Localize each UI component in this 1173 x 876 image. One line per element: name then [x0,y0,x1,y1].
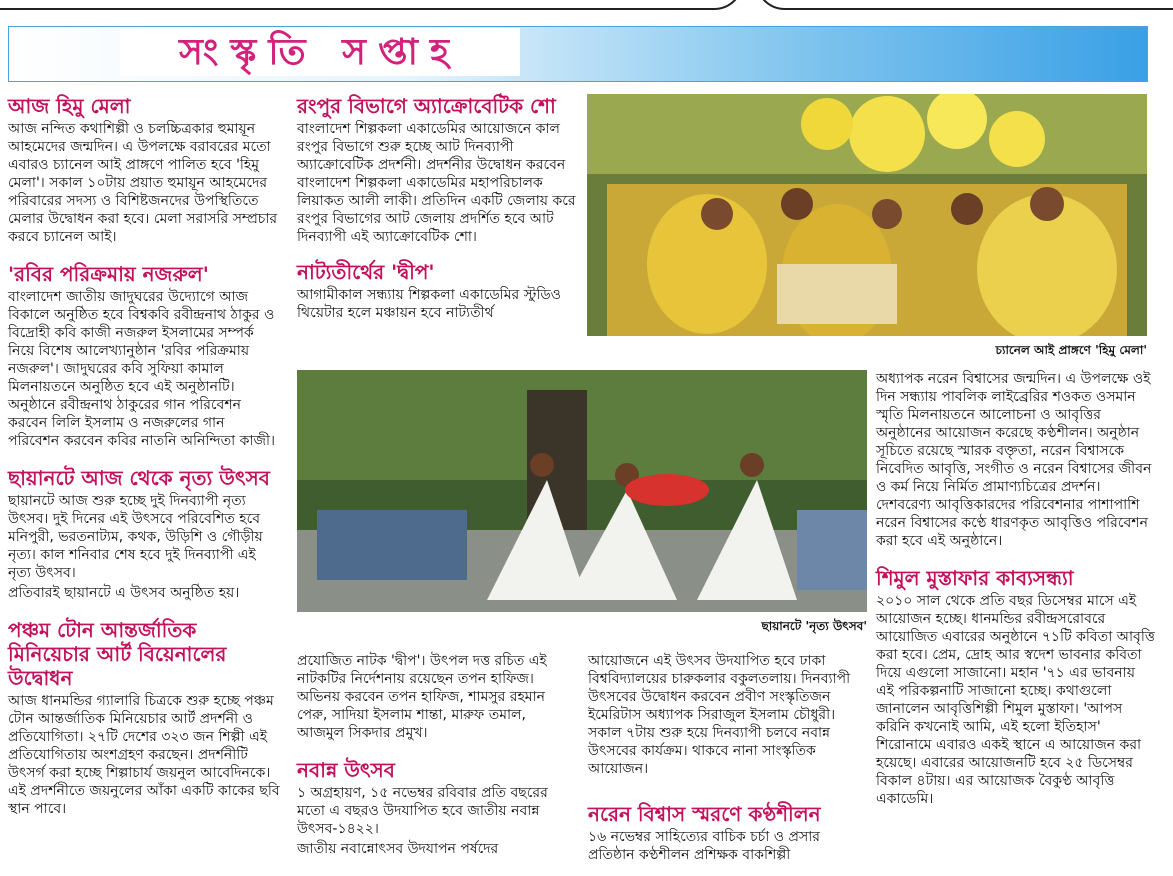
column-1 [8,94,280,820]
body-nritya-utsab-2: প্রতিবারই ছায়ানটে এ উৎসব অনুষ্ঠিত হয়। [8,585,240,601]
body-nobanno-continued: আয়োজনে এই উৎসব উদযাপিত হবে ঢাকা বিশ্ববিদ্যালয়ের চারুকলার বকুলতলায়। দিনব্যাপী উৎসবের উদ্বোধন করবেন প্রবীণ সংস্কৃতিজন ইমেরিটাস অধ্যাপক সিরাজুল ইসলাম চৌধুরী। সকাল ৭টায় শুরু হয়ে দিনব্যাপী চলবে নবান্ন উৎসবের কার্যক্রম। থাকবে নানা সাংস্কৃতিক আয়োজন। [588,653,851,777]
body-naren-continued: অধ্যাপক নরেন বিশ্বাসের জন্মদিন। এ উপলক্ষে ওই দিন সন্ধ্যায় পাবলিক লাইব্রেরির শওকত ওসমান স্মৃতি মিলনায়তনে আলোচনা ও আবৃত্তির অনুষ্ঠানের আয়োজন করেছে কণ্ঠশীলন। অনুষ্ঠান সূচিতে রয়েছে স্মারক বক্তৃতা, নরেন বিশ্বাসকে নিবেদিত আবৃত্তি, সংগীত ও নরেন বিশ্বাসের জীবন ও কর্ম নিয়ে নির্মিত প্রামাণ্যচিত্রের প্রদর্শন। দেশবরেণ্য আবৃত্তিকারদের পরিবেশনার পাশাপাশি নরেন বিশ্বাসের কণ্ঠে ধারণকৃত আবৃত্তিও পরিবেশন করা হবে এই অনুষ্ঠানে। [876,371,1152,549]
body-acrobatic: বাংলাদেশ শিল্পকলা একাডেমির আয়োজনে কাল রংপুর বিভাগে শুরু হচ্ছে আট দিনব্যাপী অ্যাক্রোবেটিক প্রদর্শনী। প্রদর্শনীর উদ্বোধন করবেন বাংলাদেশ শিল্পকলা একাডেমির মহাপরিচালক লিয়াকত আলী লাকী। প্রতিদিন একটি জেলায় করে রংপুর বিভাগের আট জেলায় প্রদর্শিত হবে আট দিনব্যাপী এই অ্যাক্রোবেটিক শো। [297,121,576,245]
column-2-bottom [297,652,577,860]
body-miniature-art: আজ ধানমন্ডির গ্যালারি চিত্রকে শুরু হচ্ছে পঞ্চম টোন আন্তর্জাতিক মিনিয়েচার আর্ট প্রদর্শনী ও প্রতিযোগিতা। ২৭টি দেশের ৩২৩ জন শিল্পী এই প্রতিযোগিতায় অংশগ্রহণ করছেন। প্রদর্শনীটি উৎসর্গ করা হচ্ছে শিল্পাচার্য জয়নুল আবেদিনকে। এই প্রদর্শনীতে জয়নুলের আঁকা একটি কাকের ছবি স্থান পাবে। [8,693,280,817]
column-3-bottom [588,652,870,866]
body-shimul-mustafa: ২০১০ সাল থেকে প্রতি বছর ডিসেম্বর মাসে এই আয়োজন হচ্ছে। ধানমন্ডির রবীন্দ্রসরোবরে আয়োজিত এবারের অনুষ্ঠানে ৭১টি কবিতা আবৃত্তি করা হবে। প্রেম, দ্রোহ আর স্বদেশ ভাবনার কবিতা দিয়ে এগুলো সাজানো। মহান '৭১ এর ভাবনায় এই পরিকল্পনাটি সাজানো হচ্ছে। কথাগুলো জানালেন আবৃত্তিশিল্পী শিমুল মুস্তাফা। 'আপস করিনি কখনোই আমি, এই হলো ইতিহাস' শিরোনামে এবারও একই স্থানে এ আয়োজন করা হয়েছে। এবারের আয়োজনটি হবে ২৫ ডিসেম্বর বিকাল ৪টায়। এর আয়োজক বৈকুণ্ঠ আবৃত্তি একাডেমি। [876,593,1155,807]
headline-miniature-art: পঞ্চম টোন আন্তর্জাতিক মিনিয়েচার আর্ট বিয়েনালের উদ্বোধন [8,618,227,690]
column-4 [876,370,1156,810]
headline-shimul-mustafa: শিমুল মুস্তাফার কাব্যসন্ধ্যা [876,566,1074,590]
body-himu-mela: আজ নন্দিত কথাশিল্পী ও চলচ্চিত্রকার হুমায়ূন আহমেদের জন্মদিন। এ উপলক্ষে বরাবরের মতো এবারও চ্যানেল আই প্রাঙ্গণে পালিত হবে 'হিমু মেলা'। সকাল ১০টায় প্রয়াত হুমায়ূন আহমেদের পরিবারের সদস্য ও বিশিষ্টজনদের উপস্থিতিতে মেলার উদ্বোধন করা হবে। মেলা সরাসরি সম্প্রচার করবে চ্যানেল আই। [8,121,278,245]
column-2-top [297,94,577,324]
page-frame-left [0,0,744,10]
headline-nritya-utsab: ছায়ানটে আজ থেকে নৃত্য উৎসব [8,466,270,490]
photo-nritya-utsab-illustration [297,370,867,612]
photo-himu-mela [587,94,1147,336]
headline-naren-biswas: নরেন বিশ্বাস স্মরণে কণ্ঠশীলন [588,802,821,826]
headline-acrobatic: রংপুর বিভাগে অ্যাক্রোবেটিক শো [297,94,556,118]
body-nazrul: বাংলাদেশ জাতীয় জাদুঘরের উদ্যোগে আজ বিকালে অনুষ্ঠিত হবে বিশ্বকবি রবীন্দ্রনাথ ঠাকুর ও বিদ্রোহী কবি কাজী নজরুল ইসলামের সম্পর্ক নিয়ে বিশেষ আলেখ্যানুষ্ঠান 'রবির পরিক্রমায় নজরুল'। জাদুঘরের কবি সুফিয়া কামাল মিলনায়তনে অনুষ্ঠিত হবে এই অনুষ্ঠানটি। অনুষ্ঠানে রবীন্দ্রনাথ ঠাকুরের গান পরিবেশন করবেন লিলি ইসলাম ও নজরুলের গান পরিবেশন করবেন কবির নাতনি অনিন্দিতা কাজী। [8,289,276,449]
caption-himu-mela: চ্যানেল আই প্রাঙ্গণে 'হিমু মেলা' [995,343,1147,357]
section-title: সংস্কৃতি সপ্তাহ [120,28,520,76]
photo-nritya-utsab [297,370,867,612]
body-nobanno-2: জাতীয় নবান্নোৎসব উদযাপন পর্ষদের [297,841,499,857]
headline-dwip: নাট্যতীর্থের 'দ্বীপ' [297,260,435,284]
page-frame-right [755,0,1173,10]
body-dwip-continued: প্রযোজিত নাটক 'দ্বীপ'। উৎপল দত্ত রচিত এই নাটকটির নির্দেশনায় রয়েছেন তপন হাফিজ। অভিনয় করবেন তপন হাফিজ, শামসুর রহমান পেরু, সাদিয়া ইসলাম শান্তা, মারুফ তমাল, আজমুল সিকদার প্রমুখ। [297,653,547,741]
body-naren-biswas: ১৬ নভেম্বর সাহিত্যের বাচিক চর্চা ও প্রসার প্রতিষ্ঠান কণ্ঠশীলন প্রশিক্ষক বাকশিল্পী [588,829,820,863]
body-dwip: আগামীকাল সন্ধ্যায় শিল্পকলা একাডেমির স্টুডিও থিয়েটার হলে মঞ্চায়ন হবে নাট্যতীর্থ [297,287,561,321]
headline-nazrul: 'রবির পরিক্রমায় নজরুল' [8,262,209,286]
body-nobanno: ১ অগ্রহায়ণ, ১৫ নভেম্বর রবিবার প্রতি বছরের মতো এ বছরও উদযাপিত হবে জাতীয় নবান্ন উৎসব-১৪২২। [297,785,548,837]
headline-nobanno: নবান্ন উৎসব [297,758,395,782]
headline-himu-mela: আজ হিমু মেলা [8,94,131,118]
photo-himu-mela-illustration [587,94,1147,336]
caption-nritya-utsab: ছায়ানটে 'নৃত্য উৎসব' [761,619,867,633]
body-nritya-utsab: ছায়ানটে আজ শুরু হচ্ছে দুই দিনব্যাপী নৃত্য উৎসব। দুই দিনের এই উৎসবে পরিবেশিত হবে মনিপুরী, ভরতনাট্যম, কথক, উড়িশি ও গৌড়ীয় নৃত্য। কাল শনিবার শেষ হবে দুই দিনব্যাপী এই নৃত্য উৎসব। [8,493,263,581]
